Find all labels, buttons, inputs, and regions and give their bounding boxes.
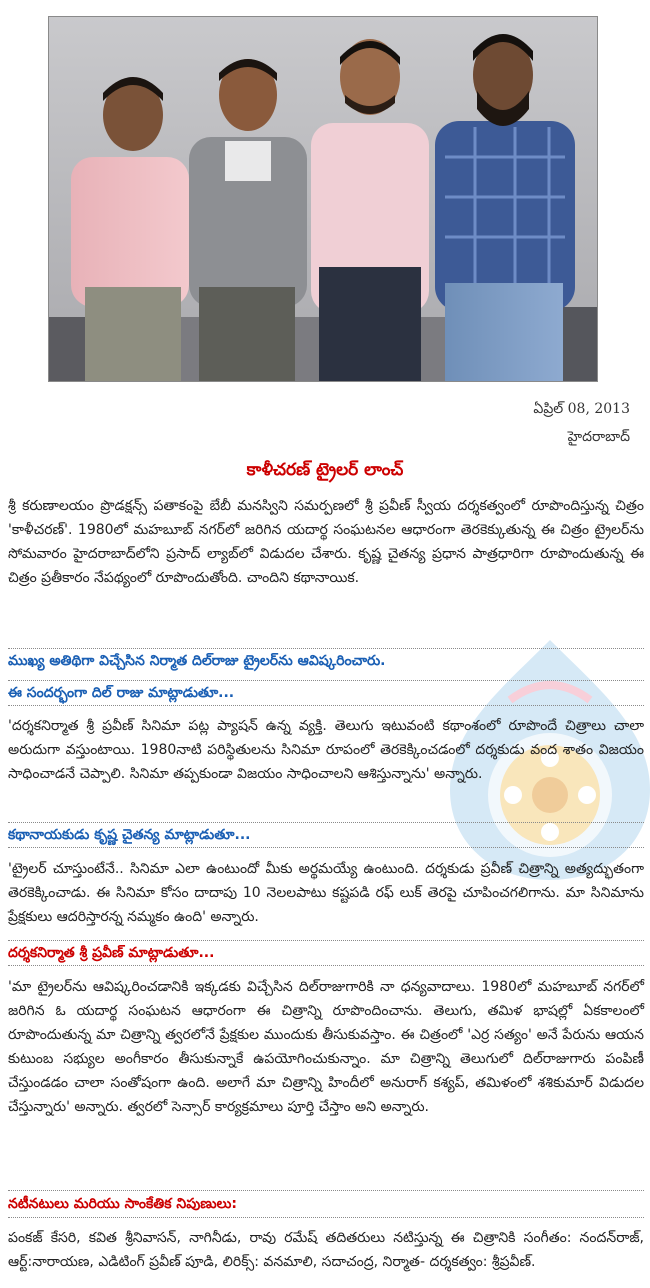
article-title: కాళీచరణ్ ట్రైలర్ లాంచ్ <box>246 460 404 480</box>
divider-3 <box>8 705 644 706</box>
divider-6 <box>8 940 644 941</box>
dil-raju-heading: ఈ సందర్భంగా దిల్ రాజు మాట్లాడుతూ... <box>8 685 235 701</box>
cast-crew-paragraph: పంకజ్ కేసరి, కవిత శ్రీనివాసన్, నాగినీడు, రావు రమేష్ తదితరులు నటిస్తున్న ఈ చిత్రానికి సంగీతం: నందన్‌రాజ్, ఆర్ట్:నారాయణ, ఎడిటింగ్ ప్రవీణ్ పూడి, లిరిక్స్: వనమాలి, సదాచంద్ర, నిర్మాత- దర్శకత్వం: శ్రీప్రవీణ్. <box>8 1230 644 1270</box>
divider-7 <box>8 965 644 966</box>
divider-1 <box>8 648 644 649</box>
chief-guest-heading: ముఖ్య అతిథిగా విచ్చేసిన నిర్మాత దిల్‌రాజు ట్రైలర్‌ను ఆవిష్కరించారు. <box>8 653 386 669</box>
divider-2 <box>8 680 644 681</box>
divider-4 <box>8 822 644 823</box>
divider-8 <box>8 1190 644 1191</box>
hero-heading: కథానాయకుడు కృష్ణ చైతన్య మాట్లాడుతూ... <box>8 827 251 843</box>
event-photo <box>48 16 598 382</box>
cast-crew-heading: నటీనటులు మరియు సాంకేతిక నిపుణులు: <box>8 1196 237 1212</box>
divider-9 <box>8 1217 644 1218</box>
intro-paragraph: శ్రీ కరుణాలయం ప్రొడక్షన్స్ పతాకంపై బేబీ మనస్విని సమర్పణలో శ్రీ ప్రవీణ్ స్వీయ దర్శకత్వంలో రూపొందిస్తున్న చిత్రం 'కాళీచరణ్'. 1980లో మహబూబ్ నగర్‌లో జరిగిన యదార్థ సంఘటనల ఆధారంగా తెరకెక్కుతున్న ఈ చిత్రం ట్రైలర్‌ను సోమవారం హైదరాబాద్‌లోని ప్రసాద్ ల్యాబ్‌లో విడుదల చేశారు. కృష్ణ చైతన్య ప్రధాన పాత్రధారిగా రూపొందుతున్న ఈ చిత్రం ప్రతీకారం నేపథ్యంలో రూపొందుతోంది. చాందిని కథానాయిక. <box>8 498 644 586</box>
director-heading: దర్శకనిర్మాత శ్రీ ప్రవీణ్ మాట్లాడుతూ... <box>8 945 215 961</box>
article-date: ఏప్రిల్ 08, 2013 <box>533 401 630 417</box>
hero-quote: 'ట్రైలర్ చూస్తుంటేనే.. సినిమా ఎలా ఉంటుందో మీకు అర్థమయ్యే ఉంటుంది. దర్శకుడు ప్రవీణ్ చిత్రాన్ని అత్యద్భుతంగా తెరకెక్కించాడు. ఈ సినిమా కోసం దాదాపు 10 నెలలపాటు కష్టపడి రఫ్ లుక్ తెరపై చూపించగలిగాను. మా సినిమాను ప్రేక్షకులు ఆదరిస్తారన్న నమ్మకం ఉంది' అన్నారు. <box>8 861 644 925</box>
article-meta <box>533 395 630 451</box>
director-quote: 'మా ట్రైలర్‌ను ఆవిష్కరించడానికి ఇక్కడకు విచ్చేసిన దిల్‌రాజుగారికి నా ధన్యవాదాలు. 1980లో మహబూబ్ నగర్‌లో జరిగిన ఓ యదార్థ సంఘటన ఆధారంగా ఈ చిత్రాన్ని రూపొందించాను. తెలుగు, తమిళ భాషల్లో ఏకకాలంలో రూపొందుతున్న మా చిత్రాన్ని త్వరలోనే ప్రేక్షకుల ముందుకు తీసుకువస్తాం. ఈ చిత్రంలో 'ఎర్ర సత్యం' అనే పేరును ఆయన కుటుంబ సభ్యుల అంగీకారం తీసుకున్నాకే ఉపయోగించుకున్నాం. మా చిత్రాన్ని తెలుగులో దిల్‌రాజుగారు పంపిణీ చేస్తుండడం చాలా సంతోషంగా ఉంది. అలాగే మా చిత్రాన్ని హిందీలో అనురాగ్ కశ్యప్, తమిళంలో శశికుమార్ విడుదల చేస్తున్నారు' అన్నారు. త్వరలో సెన్సార్ కార్యక్రమాలు పూర్తి చేస్తాం అని అన్నారు. <box>8 979 644 1115</box>
article-location: హైదరాబాద్ <box>567 429 630 445</box>
divider-5 <box>8 847 644 848</box>
event-photo-illustration <box>49 17 597 381</box>
dil-raju-quote: 'దర్శకనిర్మాత శ్రీ ప్రవీణ్ సినిమా పట్ల ప్యాషన్ ఉన్న వ్యక్తి. తెలుగు ఇటువంటి కథాంశంలో రూపొందే చిత్రాలు చాలా అరుదుగా వస్తుంటాయి. 1980నాటి పరిస్థితులను సినిమా రూపంలో తెరకెక్కించడంలో దర్శకుడు వంద శాతం విజయం సాధించాడనే చెప్పాలి. సినిమా తప్పకుండా విజయం సాధించాలని ఆశిస్తున్నాను' అన్నారు. <box>8 718 644 782</box>
